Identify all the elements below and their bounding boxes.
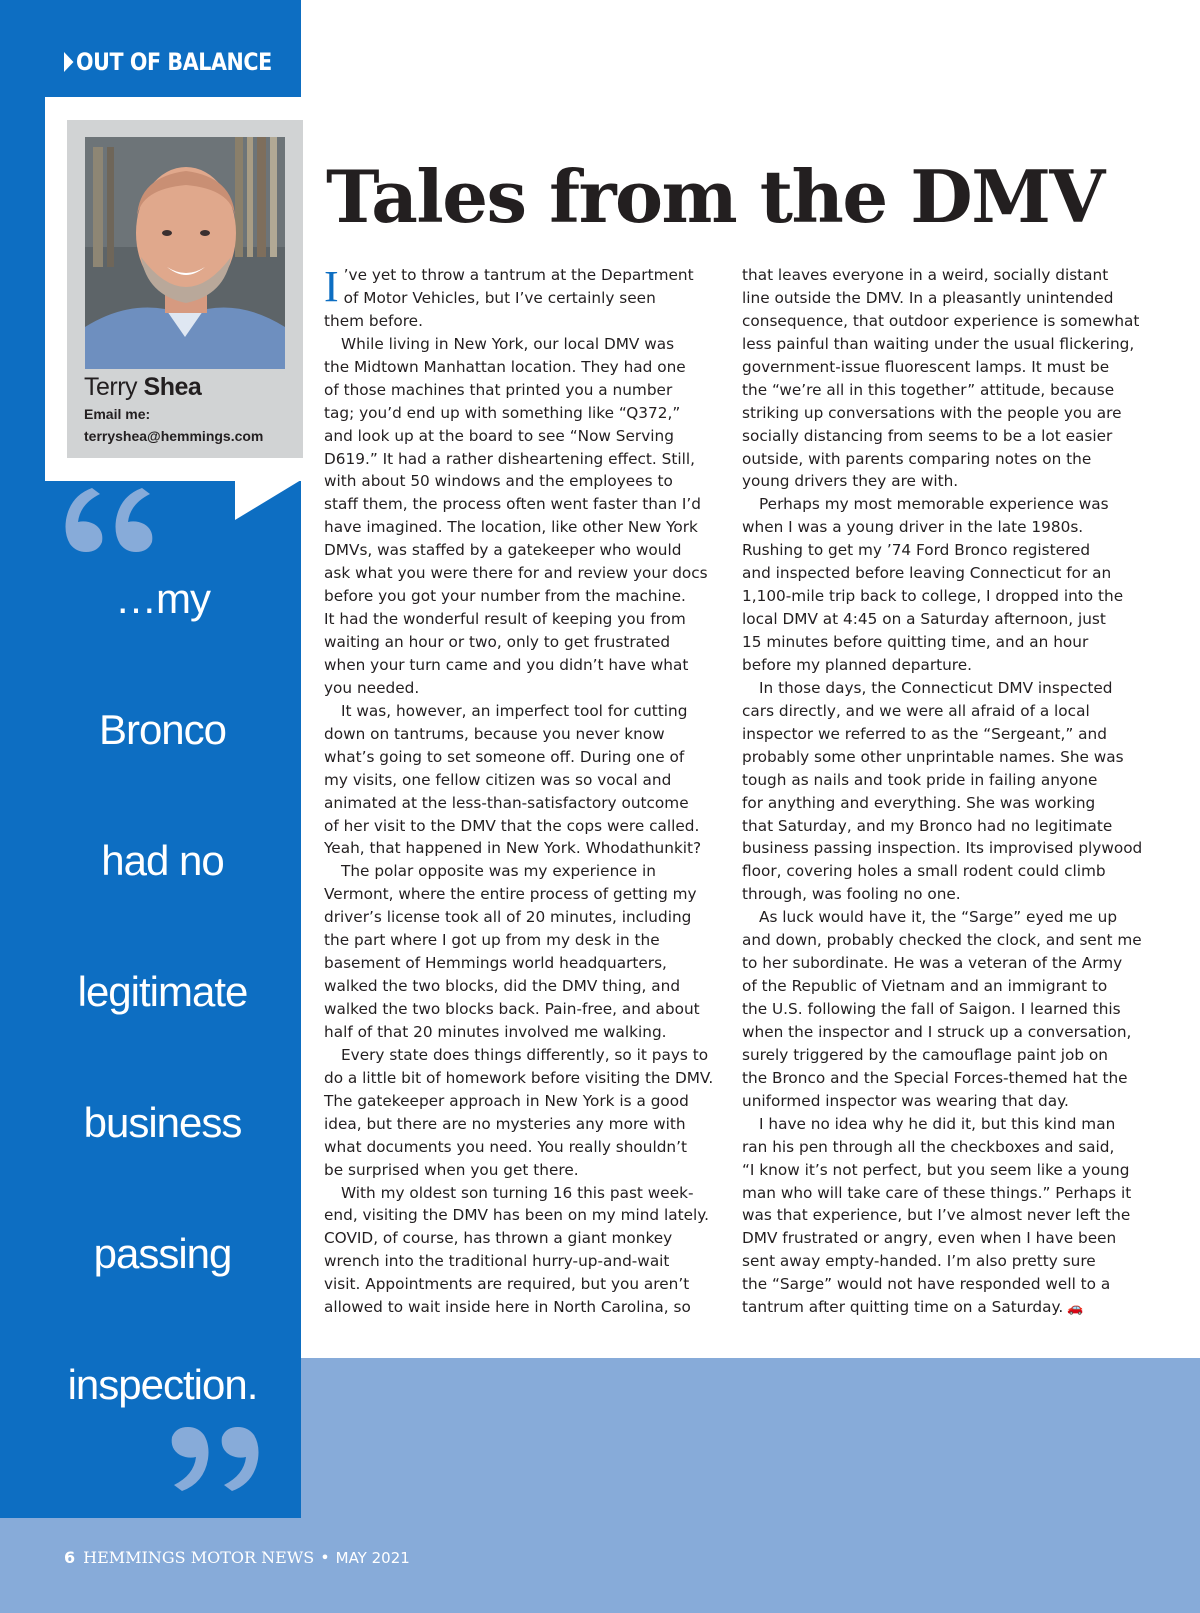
footer-folio <box>64 1548 410 1567</box>
article-line <box>324 448 718 471</box>
page-number: 6 <box>64 1548 76 1567</box>
article-line <box>742 723 1144 746</box>
article-line <box>324 310 718 333</box>
play-triangle-icon <box>64 52 73 72</box>
email-label: Email me: <box>84 406 151 422</box>
article-line-text: to her subordinate. He was a veteran of the Army <box>742 954 1123 973</box>
article-line-text: consequence, that outdoor experience is somewhat <box>742 311 1140 330</box>
article-line <box>742 539 1144 562</box>
article-line <box>742 860 1144 883</box>
article-line-text: driver’s license took all of 20 minutes, including <box>324 908 692 927</box>
pull-quote-line: Bronco <box>98 706 227 753</box>
article-line <box>742 448 1144 471</box>
article-line <box>742 1067 1144 1090</box>
article-line-text: that Saturday, and my Bronco had no legitimate <box>742 816 1113 835</box>
article-line-text: young drivers they are with. <box>742 472 959 491</box>
article-line <box>324 1273 718 1296</box>
article-line <box>742 402 1144 425</box>
article-line <box>742 1090 1144 1113</box>
article-line-text: what documents you need. You really shouldn’t <box>324 1137 687 1156</box>
article-line <box>742 264 1144 287</box>
article-line <box>742 1021 1144 1044</box>
pull-quote-line: had no <box>101 837 224 884</box>
article-line-text: before you got your number from the machine. <box>324 587 686 606</box>
author-first-name: Terry <box>84 373 138 401</box>
article-line-text: the “we’re all in this together” attitude, because <box>742 380 1115 399</box>
article-line-text: do a little bit of homework before visiting the DMV. <box>324 1068 714 1087</box>
article-line <box>742 952 1144 975</box>
article-line-text: when your turn came and you didn’t have what <box>324 655 689 674</box>
article-line-text: uniformed inspector was wearing that day. <box>742 1091 1069 1110</box>
article-line-text: animated at the less-than-satisfactory outcome <box>324 793 689 812</box>
article-line <box>742 585 1144 608</box>
article-line-text: through, was fooling no one. <box>742 885 961 904</box>
article-line <box>742 1227 1144 1250</box>
article-line-text: inspector we referred to as the “Sergeant,” and <box>742 724 1107 743</box>
article-line-text: DMV frustrated or angry, even when I have been <box>742 1229 1117 1248</box>
article-line <box>324 723 718 746</box>
article-line-text: line outside the DMV. In a pleasantly unintended <box>742 288 1114 307</box>
article-line <box>324 1159 718 1182</box>
article-line <box>324 975 718 998</box>
article-line-text: and look up at the board to see “Now Serving <box>324 426 674 445</box>
article-line-text: cars directly, and we were all afraid of a local <box>742 701 1090 720</box>
article-title: Tales from the DMV <box>326 154 1104 239</box>
article-line <box>324 1296 718 1319</box>
article-line <box>742 1159 1144 1182</box>
open-quote-icon <box>62 484 154 554</box>
article-line-text: DMVs, was staffed by a gatekeeper who would <box>324 541 682 560</box>
article-line <box>742 287 1144 310</box>
article-line <box>324 952 718 975</box>
article-line <box>324 815 718 838</box>
article-line-text: government-issue fluorescent lamps. It must be <box>742 357 1110 376</box>
article-line <box>324 769 718 792</box>
author-email-link[interactable]: terryshea@hemmings.com <box>84 428 264 444</box>
article-line-text: socially distancing from seems to be a lot easier <box>742 426 1113 445</box>
article-line <box>324 333 718 356</box>
article-column-2 <box>742 264 1144 1319</box>
article-line <box>324 677 718 700</box>
article-line-text: of her visit to the DMV that the cops were called. <box>324 816 700 835</box>
article-line-text: the Midtown Manhattan location. They had one <box>324 357 686 376</box>
article-line-text: you needed. <box>324 678 420 697</box>
article-line <box>742 470 1144 493</box>
author-name <box>84 373 201 402</box>
article-line <box>324 1067 718 1090</box>
article-line <box>324 1136 718 1159</box>
article-line-text: sent away empty-handed. I’m also pretty sure <box>742 1252 1096 1271</box>
article-line <box>742 493 1144 516</box>
article-line-text: In those days, the Connecticut DMV inspected <box>759 678 1113 697</box>
article-line <box>742 1273 1144 1296</box>
article-line <box>742 1250 1144 1273</box>
article-line <box>742 929 1144 952</box>
article-line-text: less painful than waiting under the usual flickering, <box>742 334 1135 353</box>
article-line <box>742 631 1144 654</box>
article-line-text: outside, with parents comparing notes on the <box>742 449 1092 468</box>
article-line-text: before my planned departure. <box>742 655 973 674</box>
article-line-text: local DMV at 4:45 on a Saturday afternoon, just <box>742 610 1106 629</box>
article-line <box>324 654 718 677</box>
article-line-text: visit. Appointments are required, but you aren’t <box>324 1275 690 1294</box>
article-line <box>324 425 718 448</box>
article-line-text: down on tantrums, because you never know <box>324 724 665 743</box>
article-line <box>742 1044 1144 1067</box>
article-line-text: staff them, the process often went faster than I’d <box>324 495 701 514</box>
article-line <box>742 1296 1144 1319</box>
issue-date: MAY 2021 <box>335 1549 410 1567</box>
article-line <box>742 906 1144 929</box>
article-line-text: tantrum after quitting time on a Saturday. <box>742 1298 1064 1317</box>
article-line-text: idea, but there are no mysteries any more with <box>324 1114 686 1133</box>
article-line <box>324 562 718 585</box>
article-line <box>324 860 718 883</box>
article-line-text: for anything and everything. She was working <box>742 793 1096 812</box>
publication-name: HEMMINGS MOTOR NEWS <box>83 1548 315 1567</box>
article-line <box>742 1182 1144 1205</box>
article-line-text: have imagined. The location, like other New York <box>324 518 698 537</box>
pull-quote-line: business <box>83 1099 242 1146</box>
article-line <box>324 1250 718 1273</box>
article-line-text: the part where I got up from my desk in the <box>324 931 660 950</box>
article-line <box>324 1227 718 1250</box>
article-line-text: man who will take care of these things.” Perhaps it <box>742 1183 1132 1202</box>
article-line-text: what’s going to set someone off. During one of <box>324 747 685 766</box>
section-label <box>64 48 272 76</box>
article-line-text: tough as nails and took pride in failing anyone <box>742 770 1098 789</box>
pull-quote-line: inspection. <box>67 1361 258 1408</box>
article-line-text: the “Sarge” would not have responded well to a <box>742 1275 1111 1294</box>
author-last-name: Shea <box>143 373 202 401</box>
article-line-text: of the Republic of Vietnam and an immigrant to <box>742 977 1108 996</box>
article-line-text: tag; you’d end up with something like “Q372,” <box>324 403 681 422</box>
article-line-text: probably some other unprintable names. She was <box>742 747 1124 766</box>
article-line <box>324 792 718 815</box>
article-line-text: D619.” It had a rather disheartening effect. Still, <box>324 449 695 468</box>
article-line-text: Every state does things differently, so it pays to <box>341 1045 709 1064</box>
article-line <box>742 975 1144 998</box>
article-line-text: end, visiting the DMV has been on my mind lately. <box>324 1206 710 1225</box>
article-line-text: It had the wonderful result of keeping you from <box>324 610 686 629</box>
close-quote-icon <box>170 1425 262 1495</box>
article-line <box>324 516 718 539</box>
article-line-text: COVID, of course, has thrown a giant monkey <box>324 1229 673 1248</box>
article-line-text: allowed to wait inside here in North Carolina, so <box>324 1298 691 1317</box>
article-line-text: of Motor Vehicles, but I’ve certainly seen <box>343 288 656 307</box>
article-line <box>324 906 718 929</box>
article-line-text: With my oldest son turning 16 this past week- <box>341 1183 694 1202</box>
article-line <box>742 654 1144 677</box>
article-line <box>324 746 718 769</box>
article-line <box>324 1090 718 1113</box>
article-line-text: floor, covering holes a small rodent could climb <box>742 862 1106 881</box>
article-line <box>742 379 1144 402</box>
article-line <box>324 402 718 425</box>
article-line-text: them before. <box>324 311 423 330</box>
pull-quote-line: legitimate <box>77 968 248 1015</box>
article-line-text: 15 minutes before quitting time, and an hour <box>742 633 1089 651</box>
article-line <box>742 998 1144 1021</box>
footer-separator: • <box>320 1548 330 1567</box>
article-line-text: and down, probably checked the clock, and sent me <box>742 931 1142 950</box>
article-line-text: when the inspector and I struck up a conversation, <box>742 1022 1132 1041</box>
article-line-text: the Bronco and the Special Forces-themed hat the <box>742 1068 1128 1087</box>
article-line-text: waiting an hour or two, only to get frustrated <box>324 633 671 651</box>
article-line <box>324 1182 718 1205</box>
article-line <box>742 562 1144 585</box>
article-line <box>324 287 718 310</box>
article-line-text: walked the two blocks back. Pain-free, and about <box>324 1000 700 1018</box>
article-line <box>324 379 718 402</box>
lower-band <box>301 1358 1200 1518</box>
article-line-text: be surprised when you get there. <box>324 1160 579 1179</box>
article-line-text: It was, however, an imperfect tool for cutting <box>341 701 688 720</box>
article-line-text: that leaves everyone in a weird, socially distant <box>742 266 1109 284</box>
article-column-1 <box>324 264 718 1319</box>
article-line <box>742 356 1144 379</box>
article-line <box>742 1113 1144 1136</box>
article-line <box>742 792 1144 815</box>
article-line <box>324 356 718 379</box>
article-line-text: I have no idea why he did it, but this kind man <box>759 1114 1116 1133</box>
article-line <box>742 608 1144 631</box>
article-line-text: ran his pen through all the checkboxes and said, <box>742 1137 1115 1156</box>
article-line-text: basement of Hemmings world headquarters, <box>324 954 667 973</box>
article-line-text: As luck would have it, the “Sarge” eyed me up <box>759 908 1118 927</box>
article-line <box>324 631 718 654</box>
article-line <box>324 585 718 608</box>
article-line-text: striking up conversations with the people you are <box>742 403 1122 422</box>
article-line-text: Vermont, where the entire process of getting my <box>324 885 697 904</box>
article-line-text: was that experience, but I’ve almost never left the <box>742 1206 1131 1225</box>
article-line <box>324 883 718 906</box>
article-line-text: Yeah, that happened in New York. Whodathunkit? <box>324 839 702 858</box>
article-line <box>324 1204 718 1227</box>
article-line <box>324 608 718 631</box>
article-line <box>742 700 1144 723</box>
article-line <box>324 929 718 952</box>
article-line <box>742 1204 1144 1227</box>
article-line-text: ask what you were there for and review your docs <box>324 564 708 583</box>
car-icon: 🚗 <box>1067 1301 1084 1317</box>
article-line <box>324 1021 718 1044</box>
article-line <box>742 516 1144 539</box>
article-line <box>742 677 1144 700</box>
article-line-text: half of that 20 minutes involved me walking. <box>324 1022 667 1041</box>
article-line-text: While living in New York, our local DMV was <box>341 334 675 353</box>
article-line <box>742 310 1144 333</box>
article-line <box>324 493 718 516</box>
article-line-text: my visits, one fellow citizen was so vocal and <box>324 770 672 789</box>
article-line <box>742 769 1144 792</box>
article-line <box>742 333 1144 356</box>
article-line <box>742 425 1144 448</box>
article-line <box>742 746 1144 769</box>
article-line-text: ’ve yet to throw a tantrum at the Department <box>343 266 694 284</box>
article-line-text: and inspected before leaving Connecticut for an <box>742 564 1112 583</box>
article-line <box>324 998 718 1021</box>
article-line <box>324 837 718 860</box>
article-line-text: Rushing to get my ’74 Ford Bronco registered <box>742 541 1091 560</box>
drop-cap: I <box>324 262 339 311</box>
article-line-text: the U.S. following the fall of Saigon. I learned this <box>742 1000 1121 1018</box>
article-line <box>324 470 718 493</box>
article-line-text: “I know it’s not perfect, but you seem like a young <box>742 1160 1130 1179</box>
article-line <box>742 815 1144 838</box>
article-line-text: business passing inspection. Its improvised plywood <box>742 839 1143 858</box>
article-line-text: of those machines that printed you a number <box>324 380 673 399</box>
article-line <box>324 1113 718 1136</box>
article-line <box>324 539 718 562</box>
article-line <box>324 1044 718 1067</box>
article-line <box>324 700 718 723</box>
article-line-text: with about 50 windows and the employees to <box>324 472 673 491</box>
article-line-text: surely triggered by the camouflage paint job on <box>742 1045 1108 1064</box>
article-line <box>742 883 1144 906</box>
author-photo <box>85 137 285 369</box>
pull-quote-line: passing <box>93 1230 232 1277</box>
article-line-text: walked the two blocks, did the DMV thing, and <box>324 977 681 996</box>
article-line-text: Perhaps my most memorable experience was <box>759 495 1109 514</box>
article-line-text: The gatekeeper approach in New York is a good <box>324 1091 689 1110</box>
section-label-text: OUT OF BALANCE <box>76 48 272 76</box>
article-line <box>742 1136 1144 1159</box>
pull-quote-line: …my <box>115 575 210 622</box>
article-line-text: when I was a young driver in the late 1980s. <box>742 518 1084 537</box>
article-line <box>742 837 1144 860</box>
article-line-text: 1,100-mile trip back to college, I dropped into the <box>742 587 1124 606</box>
article-line-text: wrench into the traditional hurry-up-and-wait <box>324 1252 670 1271</box>
article-line-text: The polar opposite was my experience in <box>341 862 656 881</box>
